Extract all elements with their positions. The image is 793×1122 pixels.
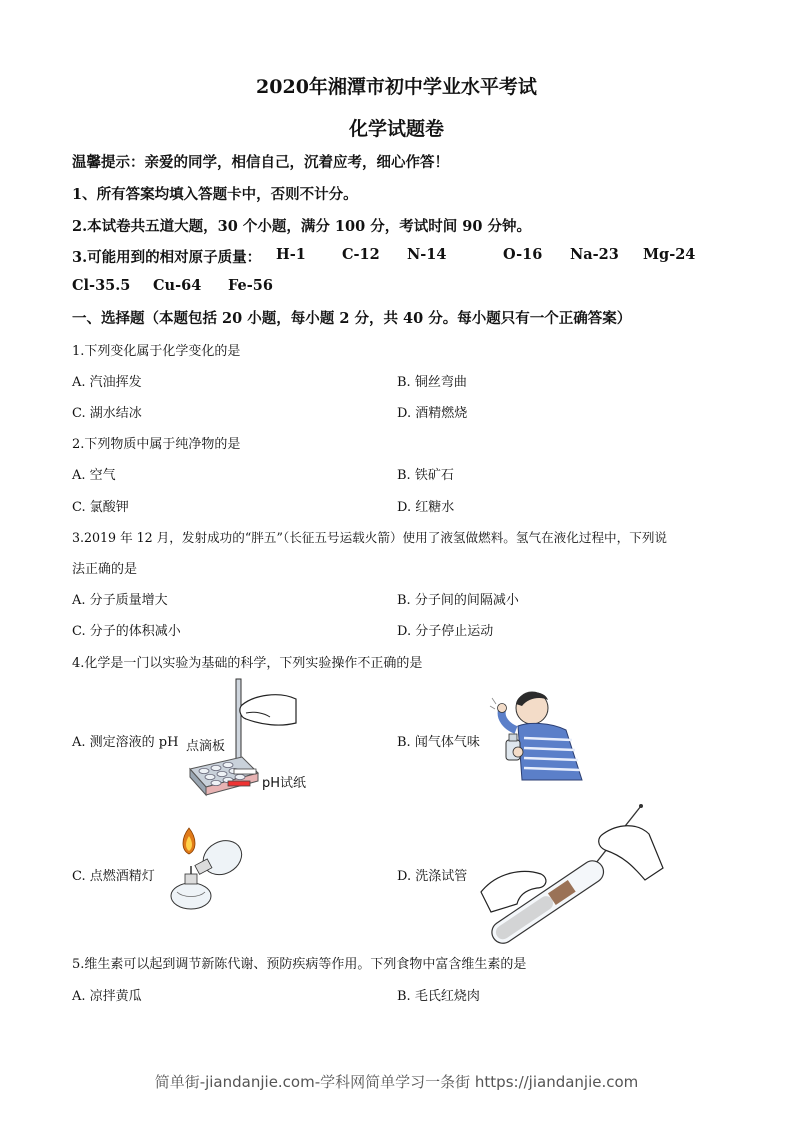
page-footer[interactable]: 简单街-jiandanjie.com-学科网简单学习一条街 https://jiandanjie.com (154, 1073, 639, 1091)
alcohol-lamp-illustration (163, 826, 247, 912)
question-1-option-c[interactable]: C. 湖水结冰 (72, 406, 142, 421)
dropper-plate-label: 点滴板 (186, 739, 226, 754)
question-4-option-a[interactable]: A. 测定溶液的 pH (72, 735, 179, 750)
question-1-option-b[interactable]: B. 铜丝弯曲 (397, 375, 467, 390)
page-subtitle: 化学试题卷 (348, 118, 444, 140)
section-heading: 一、选择题（本题包括 20 小题，每小题 2 分，共 40 分。每小题只有一个正确答案） (72, 310, 632, 327)
question-1-stem: 1.下列变化属于化学变化的是 (72, 344, 241, 359)
question-2-stem: 2.下列物质中属于纯净物的是 (72, 437, 241, 452)
question-2-option-a[interactable]: A. 空气 (72, 468, 116, 483)
question-2-option-b[interactable]: B. 铁矿石 (397, 468, 454, 483)
question-3-option-a[interactable]: A. 分子质量增大 (72, 593, 168, 608)
mass-h: H-1 (276, 246, 306, 263)
page-title: 2020年湘潭市初中学业水平考试 (256, 76, 537, 98)
question-5-option-a[interactable]: A. 凉拌黄瓜 (72, 989, 142, 1004)
question-4-option-b[interactable]: B. 闻气体气味 (397, 735, 480, 750)
question-4-option-d[interactable]: D. 洗涤试管 (397, 869, 468, 884)
question-5-stem: 5.维生素可以起到调节新陈代谢、预防疾病等作用。下列食物中富含维生素的是 (72, 957, 527, 972)
question-2-option-d[interactable]: D. 红糖水 (397, 500, 455, 515)
question-2-option-c[interactable]: C. 氯酸钾 (72, 500, 129, 515)
notice-rule-2: 2.本试卷共五道大题，30 个小题，满分 100 分，考试时间 90 分钟。 (72, 218, 531, 235)
notice-rule-1: 1、所有答案均填入答题卡中，否则不计分。 (72, 186, 358, 203)
wash-test-tube-illustration (477, 800, 667, 946)
question-4-option-c[interactable]: C. 点燃酒精灯 (72, 869, 155, 884)
mass-fe: Fe-56 (228, 277, 273, 294)
question-1-option-d[interactable]: D. 酒精燃烧 (397, 406, 468, 421)
question-3-stem-line-2: 法正确的是 (72, 562, 138, 577)
mass-cl: Cl-35.5 (72, 277, 131, 294)
question-3-option-c[interactable]: C. 分子的体积减小 (72, 624, 181, 639)
mass-na: Na-23 (570, 246, 619, 263)
mass-o: O-16 (503, 246, 543, 263)
question-5-option-b[interactable]: B. 毛氏红烧肉 (397, 989, 480, 1004)
ph-paper-label: pH试纸 (262, 776, 307, 791)
question-3-stem-line-1: 3.2019 年 12 月，发射成功的“胖五”（长征五号运载火箭）使用了液氢做燃料。氢气在液化过程中，下列说 (72, 530, 668, 545)
question-3-option-b[interactable]: B. 分子间的间隔减小 (397, 593, 519, 608)
mass-cu: Cu-64 (153, 277, 202, 294)
question-3-option-d[interactable]: D. 分子停止运动 (397, 624, 494, 639)
mass-c: C-12 (342, 246, 380, 263)
question-1-option-a[interactable]: A. 汽油挥发 (72, 375, 142, 390)
mass-n: N-14 (407, 246, 447, 263)
smell-gas-illustration (488, 686, 586, 782)
mass-mg: Mg-24 (643, 246, 696, 263)
question-4-stem: 4.化学是一门以实验为基础的科学，下列实验操作不正确的是 (72, 656, 423, 671)
notice-tip: 温馨提示：亲爱的同学，相信自己，沉着应考，细心作答！ (72, 154, 449, 171)
notice-rule-3-label: 3.可能用到的相对原子质量： (72, 249, 262, 266)
